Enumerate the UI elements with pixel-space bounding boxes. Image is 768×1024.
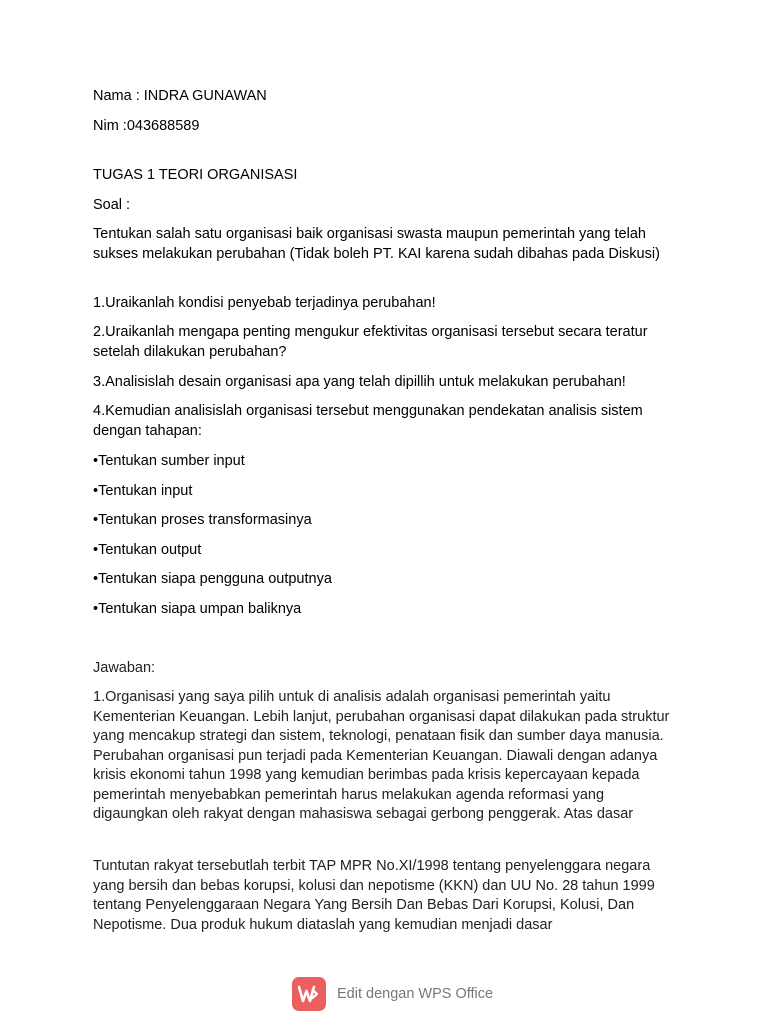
question-1: 1.Uraikanlah kondisi penyebab terjadinya perubahan! bbox=[93, 295, 436, 311]
assignment-intro: Tentukan salah satu organisasi baik organisasi swasta maupun pemerintah yang telah sukses melakukan perubahan (Tidak boleh PT. KAI karena sudah dibahas pada Diskusi) bbox=[93, 226, 660, 262]
assignment-title: TUGAS 1 TEORI ORGANISASI bbox=[93, 167, 298, 183]
step-output: •Tentukan output bbox=[93, 542, 202, 558]
step-input: •Tentukan input bbox=[93, 483, 193, 499]
step-proses: •Tentukan proses transformasinya bbox=[93, 512, 312, 528]
soal-label: Soal : bbox=[93, 197, 131, 213]
answer-paragraph-1: 1.Organisasi yang saya pilih untuk di analisis adalah organisasi pemerintah yaitu Kementerian Keuangan. Lebih lanjut, perubahan organisasi dapat dilakukan pada struktur yang mencakup strategi dan sistem, teknologi, penataan fisik dan sumber daya manusia. Perubahan organisasi pun terjadi pada Kementerian Keuangan. Diawali dengan adanya krisis ekonomi tahun 1998 yang kemudian berimbas pada krisis kepercayaan kepada pemerintah menyebabkan pemerintah harus melakukan agenda reformasi yang digaungkan oleh rakyat dengan mahasiswa sebagai gerbong penggerak. Atas dasar bbox=[93, 689, 670, 822]
answer-label: Jawaban: bbox=[93, 660, 156, 676]
student-name: Nama : INDRA GUNAWAN bbox=[93, 88, 267, 104]
question-3: 3.Analisislah desain organisasi apa yang telah dipillih untuk melakukan perubahan! bbox=[93, 374, 626, 390]
student-nim: Nim :043688589 bbox=[93, 118, 200, 134]
wps-office-logo-icon bbox=[292, 977, 326, 1011]
wps-edit-banner[interactable] bbox=[292, 976, 493, 1012]
question-4: 4.Kemudian analisislah organisasi tersebut menggunakan pendekatan analisis sistem dengan tahapan: bbox=[93, 403, 643, 439]
question-2: 2.Uraikanlah mengapa penting mengukur efektivitas organisasi tersebut secara teratur setelah dilakukan perubahan? bbox=[93, 324, 648, 360]
step-sumber-input: •Tentukan sumber input bbox=[93, 453, 245, 469]
step-pengguna-output: •Tentukan siapa pengguna outputnya bbox=[93, 571, 332, 587]
wps-edit-label[interactable]: Edit dengan WPS Office bbox=[337, 986, 494, 1002]
step-umpan-balik: •Tentukan siapa umpan baliknya bbox=[93, 601, 302, 617]
answer-paragraph-2: Tuntutan rakyat tersebutlah terbit TAP MPR No.XI/1998 tentang penyelenggara negara yang bersih dan bebas korupsi, kolusi dan nepotisme (KKN) dan UU No. 28 tahun 1999 tentang Penyelenggaraan Negara Yang Bersih Dan Bebas Dari Korupsi, Kolusi, Dan Nepotisme. Dua produk hukum diataslah yang kemudian menjadi dasar bbox=[93, 858, 655, 933]
